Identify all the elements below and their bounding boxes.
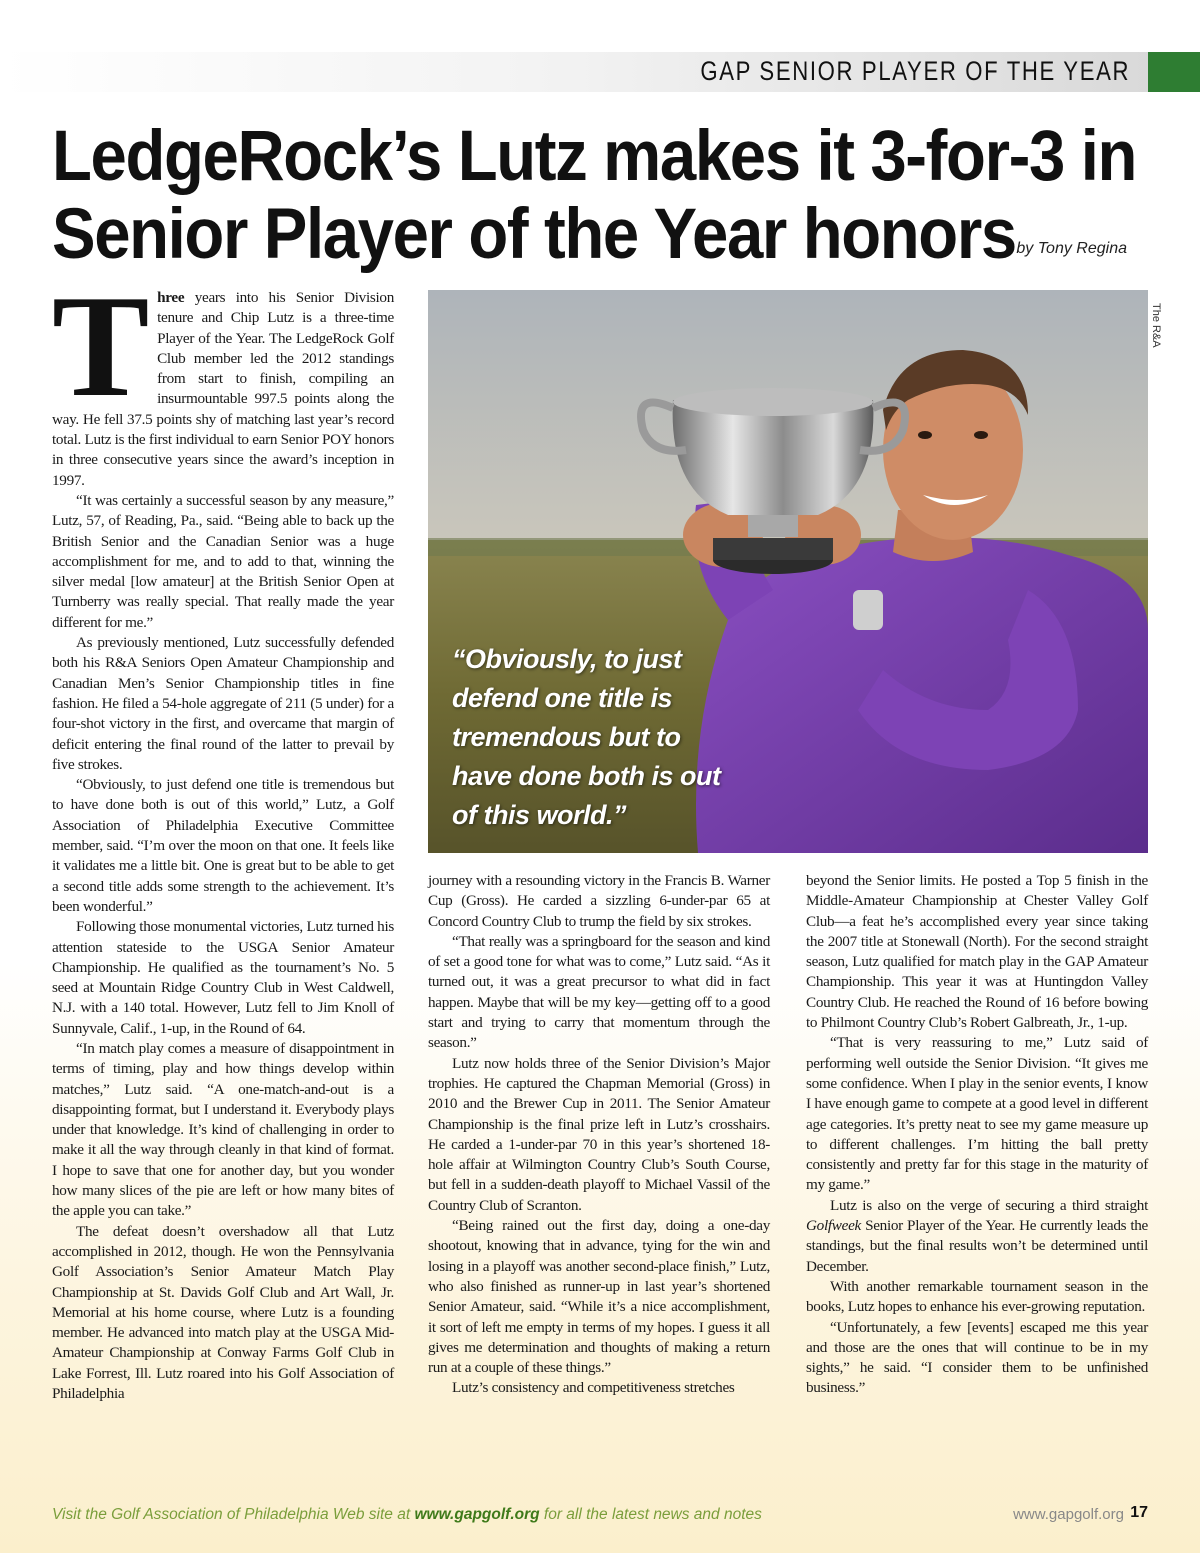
article-paragraph: “That really was a springboard for the season and kind of set a good tone for what was to come,” Lutz said. “As it turned out, it was a great precursor to what did in fact happen. Maybe that will be my key—getting off to a good start and trying to carry that momentum through the season.” bbox=[428, 932, 770, 1052]
article-paragraph: beyond the Senior limits. He posted a Top 5 finish in the Middle-Amateur Championship at Chester Valley Golf Club—a feat he’s accomplished every year since taking the 2007 title at Stonewall (North). For the second straight season, Lutz qualified for match play in the GAP Amateur Championship. This year it was at Huntingdon Valley Country Club. He reached the Round of 16 before bowing to Philmont Country Club’s Robert Galbreath, Jr., 1-up. bbox=[806, 872, 1148, 1032]
article-paragraph: “Obviously, to just defend one title is tremendous but to have done both is out of this world,” Lutz, a Golf Association of Philadelphia Executive Committee member, said. “I’m over the moon on that one. It feels like it validates me a little bit. One is great but to be able to get a second title adds some strength to the achievement. It’s been wonderful.” bbox=[52, 776, 394, 915]
article-paragraph: Lutz now holds three of the Senior Division’s Major trophies. He captured the Chapman Memorial (Gross) in 2010 and the Brewer Cup in 2011. The Senior Amateur Championship is the final prize left in Lutz’s crosshairs. He carded a 1-under-par 70 in this year’s shortened 18-hole affair at Wilmington Country Club’s South Course, but fell in a sudden-death playoff to Michael Vassil of the Country Club of Scranton. bbox=[428, 1054, 770, 1214]
article-paragraph: “In match play comes a measure of disappointment in terms of timing, play and how things develop within matches,” Lutz said. “A one-match-and-out is a disappointing format, but I understand it. Everybody plays under that knowledge. It’s kind of challenging in order to make it all the way through cleanly in that kind of format. I hope to save that one for another day, but you wonder how many slices of the pie are left or how many bites of the apple you can take.” bbox=[52, 1039, 394, 1220]
article-column-2 bbox=[428, 871, 770, 1399]
section-label: GAP SENIOR PLAYER OF THE YEAR bbox=[700, 56, 1130, 86]
article-paragraph: “Being rained out the first day, doing a one-day shootout, knowing that in advance, tying for the win and losing in a playoff was another second-place finish,” Lutz, who also finished as runner-up in last year’s shortened Senior Amateur, said. “While it’s a nice accomplishment, it sort of left me empty in terms of my hopes. I guess it all gives me determination and thoughts of making a return run at a couple of these things.” bbox=[428, 1217, 770, 1377]
article-paragraph: As previously mentioned, Lutz successfully defended both his R&A Seniors Open Amateur Championship and Canadian Men’s Senior Championship titles in fine fashion. He filed a 54-hole aggregate of 211 (5 under) for a four-shot victory in the first, and overcame that margin of deficit entering the final round of the latter to prevail by five strokes. bbox=[52, 634, 394, 773]
article-paragraph bbox=[52, 265, 394, 491]
footer-text: for all the latest news and notes bbox=[539, 1506, 762, 1523]
article-photo bbox=[428, 290, 1148, 853]
footer-link[interactable]: www.gapgolf.org bbox=[414, 1506, 540, 1523]
paragraph-text: Lutz is also on the verge of securing a third straight bbox=[830, 1196, 1148, 1214]
article-paragraph: “That is very reassuring to me,” Lutz said of performing well outside the Senior Division. “It gives me some confidence. When I play in the senior events, I know I have enough game to compete at a good level in different age categories. It’s pretty neat to see my game measure up to different challenges. I’m hitting the ball pretty consistently and pretty far for this stage in the maturity of my game.” bbox=[806, 1034, 1148, 1194]
article-paragraph: Following those monumental victories, Lutz turned his attention stateside to the USGA Senior Amateur Championship. He qualified as the tournament’s No. 5 seed at Mountain Ridge Country Club in West Caldwell, N.J. with a 140 total. However, Lutz fell to Jim Knoll of Sunnyvale, Calif., 1-up, in the Round of 64. bbox=[52, 918, 394, 1037]
article-column-1 bbox=[52, 265, 394, 1404]
footer-url[interactable]: www.gapgolf.org bbox=[1013, 1506, 1124, 1523]
article-paragraph: Lutz’s consistency and competitiveness stretches bbox=[452, 1379, 735, 1397]
paragraph-text: years into his Senior Division tenure and Chip Lutz is a three-time Player of the Year. The LedgeRock Golf Club member led the 2012 standings from start to finish, compiling an insurmountable 997.5 points along the way. He fell 37.5 points shy of matching last year’s record total. Lutz is the first individual to earn Senior POY honors in three consecutive years since the award’s inception in 1997. bbox=[52, 289, 394, 489]
photo-credit: The R&A bbox=[1150, 303, 1162, 348]
article-paragraph: journey with a resounding victory in the Francis B. Warner Cup (Gross). He carded a sizzling 6-under-par 65 at Concord Country Club to trump the field by six strokes. bbox=[428, 872, 770, 930]
article-paragraph: The defeat doesn’t overshadow all that Lutz accomplished in 2012, though. He won the Pennsylvania Golf Association’s Senior Amateur Match Play Championship at St. Davids Golf Club and Art Wall, Jr. Memorial at his home course, where Lutz is a founding member. He advanced into match play at the USGA Mid-Amateur Championship at Conway Farms Golf Club in Lake Forrest, Ill. Lutz roared into his Golf Association of Philadelphia bbox=[52, 1222, 394, 1403]
headline-line-2: Senior Player of the Year honors bbox=[52, 195, 1016, 274]
drop-cap: T bbox=[52, 265, 150, 427]
publication-name: Golfweek bbox=[806, 1217, 861, 1235]
footer-text: Visit the Golf Association of Philadelphia Web site at bbox=[52, 1506, 415, 1523]
paragraph-text: Senior Player of the Year. He currently leads the standings, but the final results won’t be determined until December. bbox=[806, 1217, 1148, 1275]
article-paragraph: With another remarkable tournament season in the books, Lutz hopes to enhance his ever-growing reputation. bbox=[806, 1277, 1148, 1316]
byline: by Tony Regina bbox=[1016, 240, 1127, 257]
article-paragraph: “Unfortunately, a few [events] escaped me this year and those are the ones that will continue to be in my sights,” he said. “I consider them to be unfinished business.” bbox=[806, 1318, 1148, 1397]
footer-promo bbox=[52, 1506, 762, 1524]
headline bbox=[52, 118, 1162, 274]
pull-quote: “Obviously, to just defend one title is tremendous but to have done both is out of this world.” bbox=[452, 644, 721, 830]
article-paragraph bbox=[806, 1196, 1148, 1277]
page-number: 17 bbox=[1130, 1504, 1148, 1521]
lead-word: hree bbox=[157, 289, 185, 306]
section-header-accent bbox=[1148, 52, 1200, 92]
article-column-3 bbox=[806, 871, 1148, 1399]
article-paragraph: “It was certainly a successful season by any measure,” Lutz, 57, of Reading, Pa., said. “Being able to back up the British Senior and the Canadian Senior was a huge accomplishment for me, and to add to that, winning the silver medal [low amateur] at the British Senior Open at Turnberry was really special. That really made the year different for me.” bbox=[52, 491, 394, 631]
headline-line-1: LedgeRock’s Lutz makes it 3-for-3 in bbox=[52, 117, 1136, 196]
